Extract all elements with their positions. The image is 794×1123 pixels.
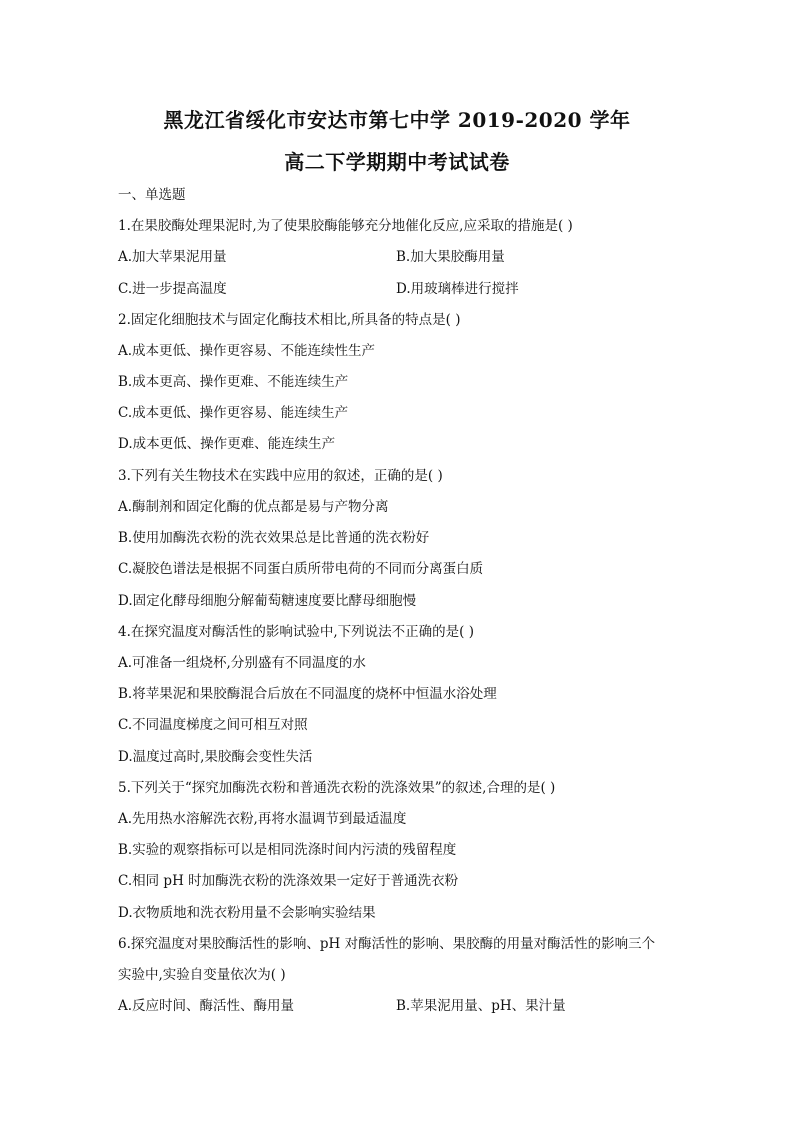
question-3-option-d: D.固定化酵母细胞分解葡萄糖速度要比酵母细胞慢 <box>118 593 417 609</box>
question-5-option-b: B.实验的观察指标可以是相同洗涤时间内污渍的残留程度 <box>118 842 457 858</box>
question-4-option-a: A.可准备一组烧杯,分别盛有不同温度的水 <box>118 655 366 671</box>
question-4-option-b: B.将苹果泥和果胶酶混合后放在不同温度的烧杯中恒温水浴处理 <box>118 686 497 702</box>
question-3-stem: 3.下列有关生物技术在实践中应用的叙述，正确的是( ) <box>118 468 443 484</box>
question-2-option-b: B.成本更高、操作更难、不能连续生产 <box>118 374 349 390</box>
question-3-option-a: A.酶制剂和固定化酶的优点都是易与产物分离 <box>118 499 389 515</box>
question-4-option-d: D.温度过高时,果胶酶会变性失活 <box>118 749 313 765</box>
question-6-option-b: B.苹果泥用量、pH、果汁量 <box>396 998 566 1014</box>
question-6-stem-line1: 6.探究温度对果胶酶活性的影响、pH 对酶活性的影响、果胶酶的用量对酶活性的影响三个 <box>118 936 656 952</box>
question-3-option-c: C.凝胶色谱法是根据不同蛋白质所带电荷的不同而分离蛋白质 <box>118 561 484 577</box>
exam-title-line1: 黑龙江省绥化市安达市第七中学 2019-2020 学年 <box>163 108 631 132</box>
question-1-option-c: C.进一步提高温度 <box>118 281 227 297</box>
question-1-stem: 1.在果胶酶处理果泥时,为了使果胶酶能够充分地催化反应,应采取的措施是( ) <box>118 218 573 234</box>
question-4-stem: 4.在探究温度对酶活性的影响试验中,下列说法不正确的是( ) <box>118 624 474 640</box>
question-5-option-d: D.衣物质地和洗衣粉用量不会影响实验结果 <box>118 905 376 921</box>
question-2-option-d: D.成本更低、操作更难、能连续生产 <box>118 436 336 452</box>
question-3-option-b: B.使用加酶洗衣粉的洗衣效果总是比普通的洗衣粉好 <box>118 530 430 546</box>
exam-title-line2: 高二下学期期中考试试卷 <box>284 150 510 174</box>
question-2-option-c: C.成本更低、操作更容易、能连续生产 <box>118 405 349 421</box>
question-6-stem-line2: 实验中,实验自变量依次为( ) <box>118 967 286 983</box>
question-2-option-a: A.成本更低、操作更容易、不能连续性生产 <box>118 343 376 359</box>
question-5-stem: 5.下列关于“探究加酶洗衣粉和普通洗衣粉的洗涤效果”的叙述,合理的是( ) <box>118 780 556 796</box>
question-5-option-c: C.相同 pH 时加酶洗衣粉的洗涤效果一定好于普通洗衣粉 <box>118 873 459 889</box>
question-2-stem: 2.固定化细胞技术与固定化酶技术相比,所具备的特点是( ) <box>118 312 461 328</box>
section-heading: 一、单选题 <box>118 187 186 203</box>
question-1-option-a: A.加大苹果泥用量 <box>118 249 227 265</box>
question-6-option-a: A.反应时间、酶活性、酶用量 <box>118 998 295 1014</box>
question-1-option-d: D.用玻璃棒进行搅拌 <box>396 281 519 297</box>
question-4-option-c: C.不同温度梯度之间可相互对照 <box>118 717 308 733</box>
question-5-option-a: A.先用热水溶解洗衣粉,再将水温调节到最适温度 <box>118 811 407 827</box>
question-1-option-b: B.加大果胶酶用量 <box>396 249 505 265</box>
